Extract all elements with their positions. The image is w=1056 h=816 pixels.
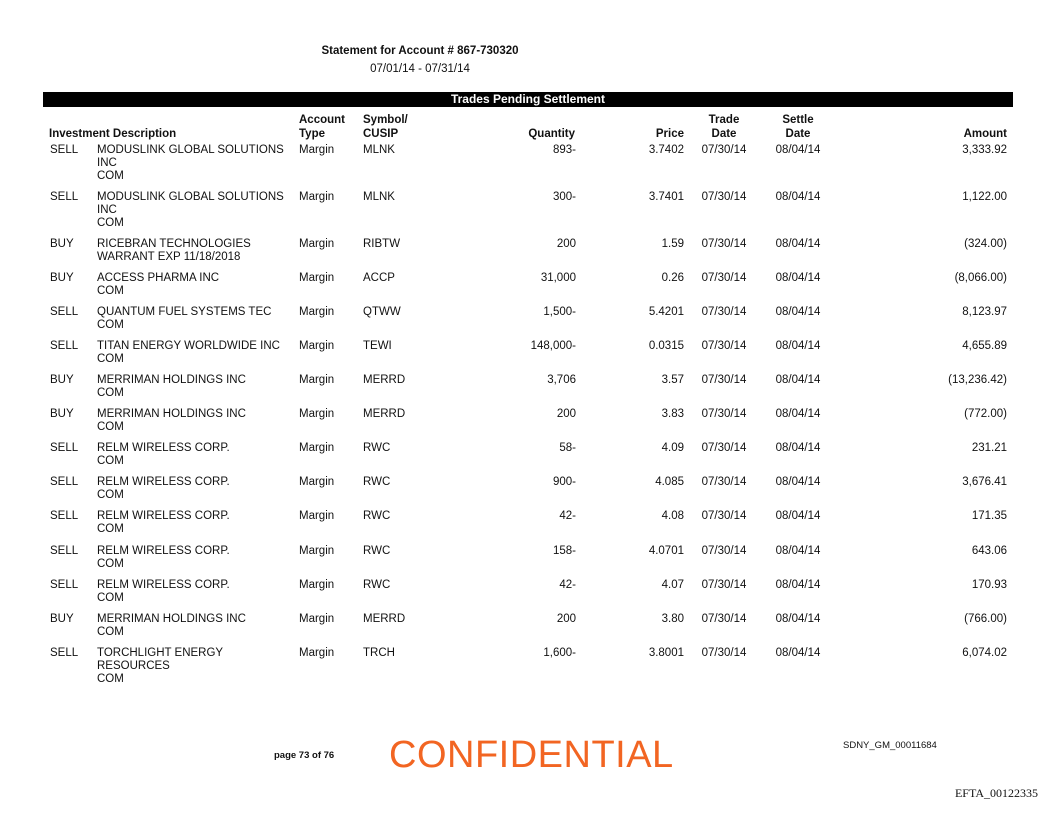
account-type: Margin [299,272,335,284]
quantity: 42- [559,579,576,591]
page-number: page 73 of 76 [274,750,335,761]
trade-date: 07/30/14 [701,510,747,522]
trade-action: SELL [50,579,79,591]
table-row [0,272,1056,306]
trade-action: SELL [50,144,79,156]
symbol: TRCH [363,647,395,659]
quantity: 42- [559,510,576,522]
symbol: RWC [363,510,391,522]
statement-title: Statement for Account # 867-730320 [321,45,519,57]
trade-date: 07/30/14 [701,442,747,454]
column-header-quantity: Quantity [528,128,575,140]
table-row [0,545,1056,579]
amount: 231.21 [971,442,1007,454]
investment-description-line: INC [97,204,117,216]
quantity: 58- [559,442,576,454]
amount: 6,074.02 [962,647,1007,659]
trade-date: 07/30/14 [701,579,747,591]
quantity: 158- [552,545,576,557]
investment-description-line: COM [97,673,124,685]
quantity: 200 [556,613,576,625]
settle-date: 08/04/14 [775,579,821,591]
trade-date: 07/30/14 [701,374,747,386]
account-type: Margin [299,442,335,454]
symbol: RWC [363,579,391,591]
settle-date: 08/04/14 [775,510,821,522]
table-row [0,238,1056,272]
column-header-account-type-line1: Account [299,114,345,126]
amount: (324.00) [964,238,1007,250]
investment-description [97,408,292,434]
symbol: RWC [363,545,391,557]
investment-description-line: COM [97,170,124,182]
table-row [0,510,1056,545]
amount: 3,333.92 [962,144,1007,156]
investment-description-line: RICEBRAN TECHNOLOGIES [97,238,251,250]
amount: (13,236.42) [948,374,1007,386]
column-header-description [49,127,176,141]
symbol: MERRD [363,374,406,386]
quantity: 200 [556,408,576,420]
trade-action: SELL [50,476,79,488]
settle-date: 08/04/14 [775,476,821,488]
trade-date: 07/30/14 [701,340,747,352]
column-header-trade-date-line2: Date [711,128,737,140]
column-header-symbol [363,113,408,141]
trade-date: 07/30/14 [701,613,747,625]
amount: 171.35 [971,510,1007,522]
quantity: 1,500- [543,306,576,318]
settle-date: 08/04/14 [775,144,821,156]
quantity: 3,706 [547,374,576,386]
account-type: Margin [299,510,335,522]
symbol: MERRD [363,408,406,420]
amount: 170.93 [971,579,1007,591]
amount: 8,123.97 [962,306,1007,318]
investment-description-line: QUANTUM FUEL SYSTEMS TEC [97,306,272,318]
column-header-symbol-line2: CUSIP [363,128,399,140]
quantity: 31,000 [540,272,576,284]
quantity: 1,600- [543,647,576,659]
trades-table [0,144,1056,694]
investment-description [97,306,292,332]
investment-description-line: MODUSLINK GLOBAL SOLUTIONS [97,144,284,156]
investment-description [97,579,292,605]
price: 0.26 [661,272,684,284]
table-row [0,144,1056,191]
trade-action: SELL [50,510,79,522]
investment-description [97,476,292,502]
investment-description-line: TORCHLIGHT ENERGY [97,647,224,659]
investment-description-line: RELM WIRELESS CORP. [97,545,230,557]
trade-action: SELL [50,647,79,659]
trade-date: 07/30/14 [701,144,747,156]
price: 4.0701 [648,545,684,557]
investment-description [97,510,292,536]
investment-description [97,374,292,400]
investment-description [97,613,292,639]
statement-period: 07/01/14 - 07/31/14 [370,63,470,75]
symbol: RWC [363,442,391,454]
investment-description [97,144,292,183]
account-type: Margin [299,476,335,488]
column-header-account-type-line2: Type [299,128,325,140]
settle-date: 08/04/14 [775,191,821,203]
investment-description-line: COM [97,421,124,433]
trade-date: 07/30/14 [701,408,747,420]
account-type: Margin [299,306,335,318]
trade-action: BUY [50,374,74,386]
amount: (772.00) [964,408,1007,420]
trade-date: 07/30/14 [701,191,747,203]
quantity: 900- [552,476,576,488]
table-row [0,647,1056,694]
price: 3.57 [661,374,684,386]
settle-date: 08/04/14 [775,374,821,386]
price: 5.4201 [648,306,684,318]
investment-description-line: COM [97,626,124,638]
symbol: RIBTW [363,238,401,250]
investment-description-line: RELM WIRELESS CORP. [97,579,230,591]
symbol: MLNK [363,191,395,203]
column-header-account-type [299,113,345,141]
trade-date: 07/30/14 [701,306,747,318]
trade-action: SELL [50,306,79,318]
trade-action: BUY [50,272,74,284]
price: 3.80 [661,613,684,625]
investment-description-line: RESOURCES [97,660,170,672]
investment-description [97,545,292,571]
amount: (8,066.00) [954,272,1007,284]
investment-description-line: COM [97,523,124,535]
investment-description-line: RELM WIRELESS CORP. [97,442,230,454]
column-header-trade-date [690,113,758,141]
settle-date: 08/04/14 [775,408,821,420]
trade-action: BUY [50,238,74,250]
amount: 3,676.41 [962,476,1007,488]
trade-date: 07/30/14 [701,272,747,284]
account-type: Margin [299,545,335,557]
column-header-price: Price [655,128,684,140]
investment-description [97,272,292,298]
amount: 1,122.00 [962,191,1007,203]
table-row [0,613,1056,647]
investment-description-line: COM [97,353,124,365]
trade-date: 07/30/14 [701,238,747,250]
symbol: TEWI [363,340,392,352]
account-type: Margin [299,374,335,386]
table-row [0,191,1056,238]
symbol: ACCP [363,272,395,284]
investment-description-line: COM [97,455,124,467]
trade-date: 07/30/14 [701,476,747,488]
trade-date: 07/30/14 [701,647,747,659]
investment-description-line: WARRANT EXP 11/18/2018 [97,251,241,263]
investment-description-line: COM [97,489,124,501]
settle-date: 08/04/14 [775,238,821,250]
column-header-settle-date-line1: Settle [782,114,814,126]
account-type: Margin [299,613,335,625]
investment-description-line: MODUSLINK GLOBAL SOLUTIONS [97,191,284,203]
table-row [0,476,1056,510]
symbol: MERRD [363,613,406,625]
table-row [0,306,1056,340]
symbol: RWC [363,476,391,488]
settle-date: 08/04/14 [775,545,821,557]
price: 3.7402 [648,144,684,156]
settle-date: 08/04/14 [775,306,821,318]
settle-date: 08/04/14 [775,442,821,454]
investment-description-line: ACCESS PHARMA INC [97,272,220,284]
trade-action: BUY [50,613,74,625]
investment-description-line: COM [97,217,124,229]
trade-date: 07/30/14 [701,545,747,557]
account-type: Margin [299,340,335,352]
investment-description-line: COM [97,319,124,331]
price: 4.08 [661,510,684,522]
investment-description-line: RELM WIRELESS CORP. [97,476,230,488]
investment-description-line: MERRIMAN HOLDINGS INC [97,408,246,420]
bates-number: SDNY_GM_00011684 [843,740,937,751]
account-type: Margin [299,238,335,250]
table-row [0,579,1056,613]
account-type: Margin [299,579,335,591]
trade-action: SELL [50,442,79,454]
account-type: Margin [299,191,335,203]
table-row [0,442,1056,476]
price: 3.7401 [648,191,684,203]
price: 4.07 [661,579,684,591]
column-header-description-label: Investment Description [49,128,177,140]
symbol: QTWW [363,306,401,318]
column-header-settle-date [762,113,834,141]
investment-description-line: INC [97,157,117,169]
trade-action: SELL [50,340,79,352]
column-header-settle-date-line2: Date [785,128,811,140]
settle-date: 08/04/14 [775,647,821,659]
quantity: 200 [556,238,576,250]
quantity: 893- [552,144,576,156]
amount: 4,655.89 [962,340,1007,352]
quantity: 148,000- [530,340,576,352]
investment-description-line: COM [97,285,124,297]
investment-description-line: MERRIMAN HOLDINGS INC [97,613,246,625]
trade-action: SELL [50,545,79,557]
investment-description-line: COM [97,387,124,399]
account-type: Margin [299,408,335,420]
price: 3.8001 [648,647,684,659]
investment-description [97,191,292,230]
settle-date: 08/04/14 [775,613,821,625]
section-header-trades-pending: Trades Pending Settlement [43,92,1013,107]
settle-date: 08/04/14 [775,272,821,284]
table-row [0,374,1056,408]
column-header-symbol-line1: Symbol/ [363,114,408,126]
efta-number: EFTA_00122335 [954,786,1038,800]
investment-description-line: COM [97,592,124,604]
column-header-amount: Amount [963,128,1007,140]
price: 4.09 [661,442,684,454]
amount: (766.00) [964,613,1007,625]
price: 4.085 [655,476,684,488]
confidential-stamp: CONFIDENTIAL [389,734,674,776]
investment-description-line: COM [97,558,124,570]
amount: 643.06 [971,545,1007,557]
quantity: 300- [552,191,576,203]
price: 0.0315 [648,340,684,352]
trade-action: BUY [50,408,74,420]
investment-description-line: MERRIMAN HOLDINGS INC [97,374,246,386]
symbol: MLNK [363,144,395,156]
account-type: Margin [299,144,335,156]
settle-date: 08/04/14 [775,340,821,352]
price: 1.59 [661,238,684,250]
investment-description-line: RELM WIRELESS CORP. [97,510,230,522]
account-type: Margin [299,647,335,659]
investment-description [97,238,292,264]
table-row [0,408,1056,442]
price: 3.83 [661,408,684,420]
investment-description [97,442,292,468]
investment-description [97,340,292,366]
table-row [0,340,1056,374]
trade-action: SELL [50,191,79,203]
column-header-trade-date-line1: Trade [708,114,740,126]
investment-description-line: TITAN ENERGY WORLDWIDE INC [97,340,280,352]
investment-description [97,647,292,686]
